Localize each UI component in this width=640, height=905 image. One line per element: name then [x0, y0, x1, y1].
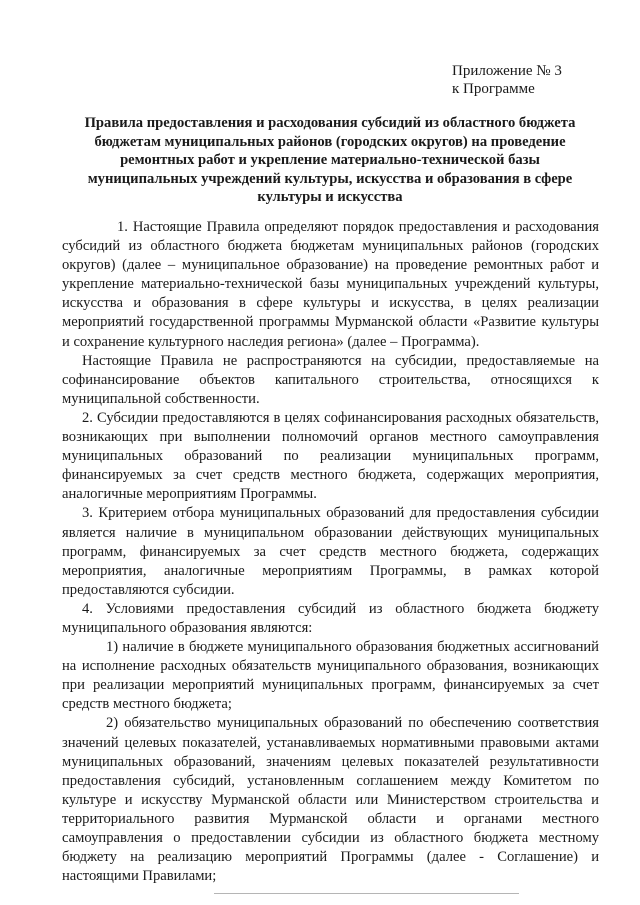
paragraph-4-item-2: 2) обязательство муниципальных образований по обеспечению соответствия значений целевых показателей, устанавливаемых нормативными правовыми актами муниципальных образований, значениям целевых показателей результативности предоставления субсидий, установленным соглашением между Комитетом по культуре и искусству Мурманской области или Министерством строительства и территориального развития Мурманской области и органами местного самоуправления о предоставлении субсидии из областного бюджета местному бюджету на реализацию мероприятий Программы (далее - Соглашение) и настоящими Правилами; [62, 715, 599, 885]
document-title: Правила предоставления и расходования субсидий из областного бюджета бюджетам муниципальных районов (городских округов) на проведение ремонтных работ и укрепление материально-технической базы муниципальных учреждений культуры, искусства и образования в сфере культуры и искусства [84, 115, 576, 206]
paragraph-2: 2. Субсидии предоставляются в целях софинансирования расходных обязательств, возникающих при выполнении полномочий органов местного самоуправления муниципальных образований по реализации муниципальных программ, финансируемых за счет средств местного бюджета, содержащих мероприятия, аналогичные мероприятиям Программы. [62, 409, 599, 503]
appendix-program: к Программе [452, 81, 535, 97]
appendix-reference [452, 62, 562, 98]
scan-edge-line [214, 893, 519, 894]
paragraph-1: 1. Настоящие Правила определяют порядок предоставления и расходования субсидий из областного бюджета бюджетам муниципальных районов (городских округов) (далее – муниципальное образование) на проведение ремонтных работ и укрепление материально-технической базы муниципальных учреждений культуры, искусства и образования в сфере культуры и искусства, в целях реализации мероприятий государственной программы Мурманской области «Развитие культуры и сохранение культурного наследия региона» (далее – Программа). [62, 219, 599, 350]
appendix-number: Приложение № 3 [452, 63, 562, 79]
paragraph-3: 3. Критерием отбора муниципальных образований для предоставления субсидии является наличие в муниципальном образовании действующих муниципальных программ, финансируемых за счет средств местного бюджета, содержащих мероприятия, аналогичные мероприятиям Программы, в рамках которой предоставляются субсидии. [62, 505, 599, 598]
document-body [62, 218, 599, 886]
paragraph-4-item-1: 1) наличие в бюджете муниципального образования бюджетных ассигнований на исполнение расходных обязательств муниципального образования, возникающих при реализации мероприятий муниципальных программ, финансируемых за счет средств местного бюджета; [62, 639, 599, 713]
paragraph-1-note: Настоящие Правила не распространяются на субсидии, предоставляемые на софинансирование объектов капитального строительства, относящихся к муниципальной собственности. [62, 352, 599, 407]
paragraph-4: 4. Условиями предоставления субсидий из областного бюджета бюджету муниципального образования являются: [62, 600, 599, 636]
